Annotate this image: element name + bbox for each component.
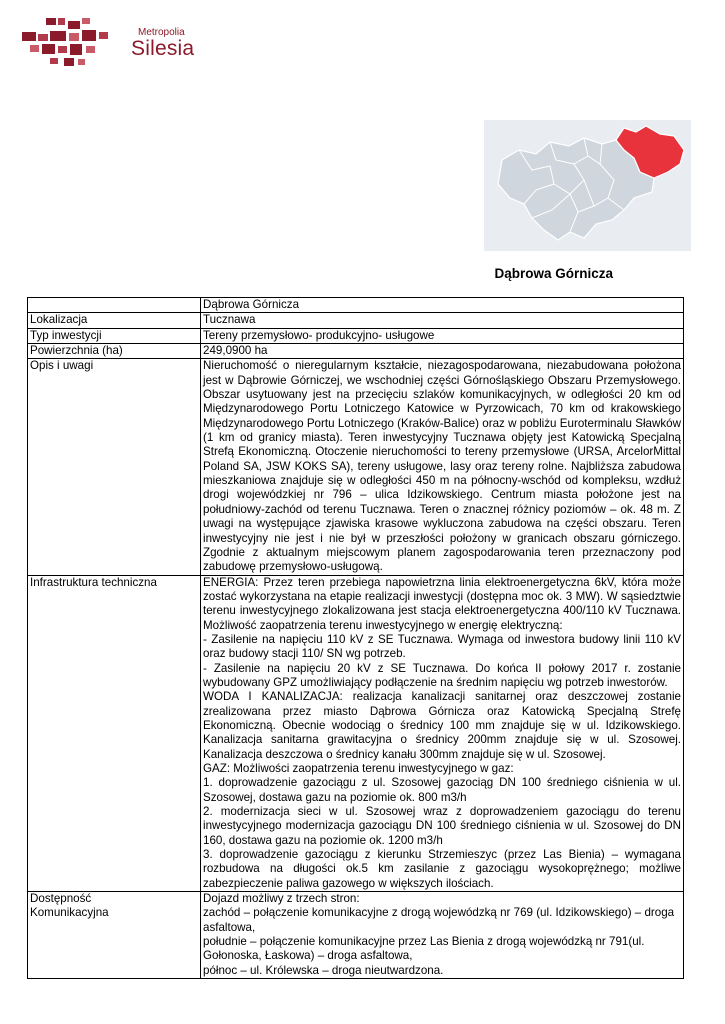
logo-mark-icon [20,12,130,72]
row-label-opis: Opis i uwagi [28,359,201,575]
row-label-lokalizacja: Lokalizacja [28,313,201,328]
table-row [28,344,684,359]
infra-paragraph: 2. modernizacja sieci w ul. Szosowej wraz z doprowadzeniem gazociągu do terenu inwestycyjnego modernizacja gazociągu DN 100 średniego ciśnienia w ul. Szosowej do DN 160, dostawa gazu na poziomie ok. 1200 m3/h [203,805,681,847]
row-value-dostepnosc [201,892,684,979]
dostepnosc-label-line2: Komunikacyjna [30,906,109,920]
table-row [28,575,684,892]
table-row [28,892,684,979]
dostepnosc-line: Dojazd możliwy z trzech stron: [203,892,360,906]
table-row [28,298,684,313]
region-map-icon [484,120,691,251]
row-label-powierzchnia: Powierzchnia (ha) [28,344,201,359]
info-table [27,297,684,979]
dostepnosc-line: zachód – połączenie komunikacyjne z drogą wojewódzką nr 769 (ul. Idzikowskiego) – droga asfaltowa, [203,906,675,934]
row-value-infrastruktura [201,575,684,892]
row-value-city: Dąbrowa Górnicza [201,298,684,313]
logo-text-metropolia: Metropolia [138,27,185,38]
row-value-typ-inwestycji: Tereny przemysłowo- produkcyjno- usługowe [201,328,684,343]
region-map [484,120,691,251]
row-label [28,298,201,313]
table-row [28,359,684,575]
logo-text-silesia: Silesia [131,37,195,60]
infra-paragraph: - Zasilenie na napięciu 110 kV z SE Tucznawa. Wymaga od inwestora budowy linii 110 kV oraz budowy stacji 110/ SN wg potrzeb. [203,632,681,661]
row-value-opis: Nieruchomość o nieregularnym kształcie, niezagospodarowana, niezabudowana położona jest w Dąbrowie Górniczej, we wschodniej części Górnośląskiego Obszaru Przemysłowego. Obszar usytuowany jest na przecięciu szlaków komunikacyjnych, w odległości 20 km od Międzynarodowego Portu Lotniczego Katowice w Pyrzowicach, 70 km od krakowskiego Międzynarodowego Portu Lotniczego (Kraków-Balice) oraz w pobliżu Euroterminalu Sławków (1 km od granicy miasta). Teren inwestycyjny Tucznawa objęty jest Katowicką Specjalną Strefą Ekonomiczną. Otoczenie nieruchomości to tereny przemysłowe (URSA, ArcelorMittal Poland SA, JSW KOKS SA), tereny usługowe, lasy oraz tereny rolne. Najbliższa zabudowa mieszkaniowa znajduje się w odległości 450 m na północny-wschód od kompleksu, wzdłuż drogi wojewódzkiej nr 796 – ulica Idzikowskiego. Centrum miasta położone jest na południowy-zachód od terenu Tucznawa. Teren o znacznej różnicy poziomów – ok. 48 m. Z uwagi na występujące zjawiska krasowe wykluczona zabudowa na części obszaru. Teren inwestycyjny nie jest i nie był w przeszłości położony w granicach obszaru górniczego. Zgodnie z aktualnym miejscowym planem zagospodarowania teren przeznaczony pod zabudowę przemysłowo-usługową. [201,359,684,575]
dostepnosc-label-line1: Dostępność [30,892,92,906]
row-value-powierzchnia: 249,0900 ha [201,344,684,359]
dostepnosc-line: północ – ul. Królewska – droga nieutwardzona. [203,963,444,977]
infra-paragraph: 3. doprowadzenie gazociągu z kierunku Strzemieszyc (przez Las Bienia) – wymagana rozbudowa na długości ok.5 km zasilanie z gazociągu wysokoprężnego; możliwe zabezpieczenie paliwa gazowego w większych ilościach. [203,848,681,890]
infra-paragraph: 1. doprowadzenie gazociągu z ul. Szosowej gazociąg DN 100 średniego ciśnienia w ul. Szosowej, dostawa gazu na poziomie ok. 800 m3/h [203,776,681,804]
table-row [28,328,684,343]
row-label-dostepnosc [28,892,201,979]
page-title: Dąbrowa Górnicza [494,266,613,281]
row-label-typ-inwestycji: Typ inwestycji [28,328,201,343]
table-row [28,313,684,328]
row-value-lokalizacja: Tucznawa [201,313,684,328]
dostepnosc-line: południe – połączenie komunikacyjne przez Las Bienia z drogą wojewódzką nr 791(ul. Gołonoska, Łaskowa) – droga asfaltowa, [203,935,645,963]
infra-paragraph: ENERGIA: Przez teren przebiega napowietrzna linia elektroenergetyczna 6kV, która może zostać wykorzystana na etapie realizacji inwestycji (dostępna moc ok. 3 MW). W sąsiedztwie terenu inwestycyjnego zlokalizowana jest stacja elektroenergetyczna 400/110 kV Tucznawa. Możliwość zaopatrzenia terenu inwestycyjnego w energię elektryczną: [203,575,681,632]
infra-paragraph: - Zasilenie na napięciu 20 kV z SE Tucznawa. Do końca II połowy 2017 r. zostanie wybudowany GPZ umożliwiający podłączenie na średnim napięciu wg potrzeb inwestorów. [203,661,681,689]
infra-paragraph: WODA I KANALIZACJA: realizacja kanalizacji sanitarnej oraz deszczowej zostanie zrealizowana przez miasto Dąbrowa Górnicza oraz Katowicką Specjalną Strefę Ekonomiczną. Obecnie wodociąg o średnicy 100 mm znajduje się w ul. Idzikowskiego. Kanalizacja sanitarna grawitacyjna o średnicy 200mm znajduje się w ul. Szosowej. Kanalizacja deszczowa o średnicy kanału 300mm znajduje się w ul. Szosowej. [203,690,681,761]
row-label-infrastruktura: Infrastruktura techniczna [28,575,201,892]
infra-paragraph: GAZ: Możliwości zaopatrzenia terenu inwestycyjnego w gaz: [203,762,514,775]
metropolia-silesia-logo [20,12,200,72]
